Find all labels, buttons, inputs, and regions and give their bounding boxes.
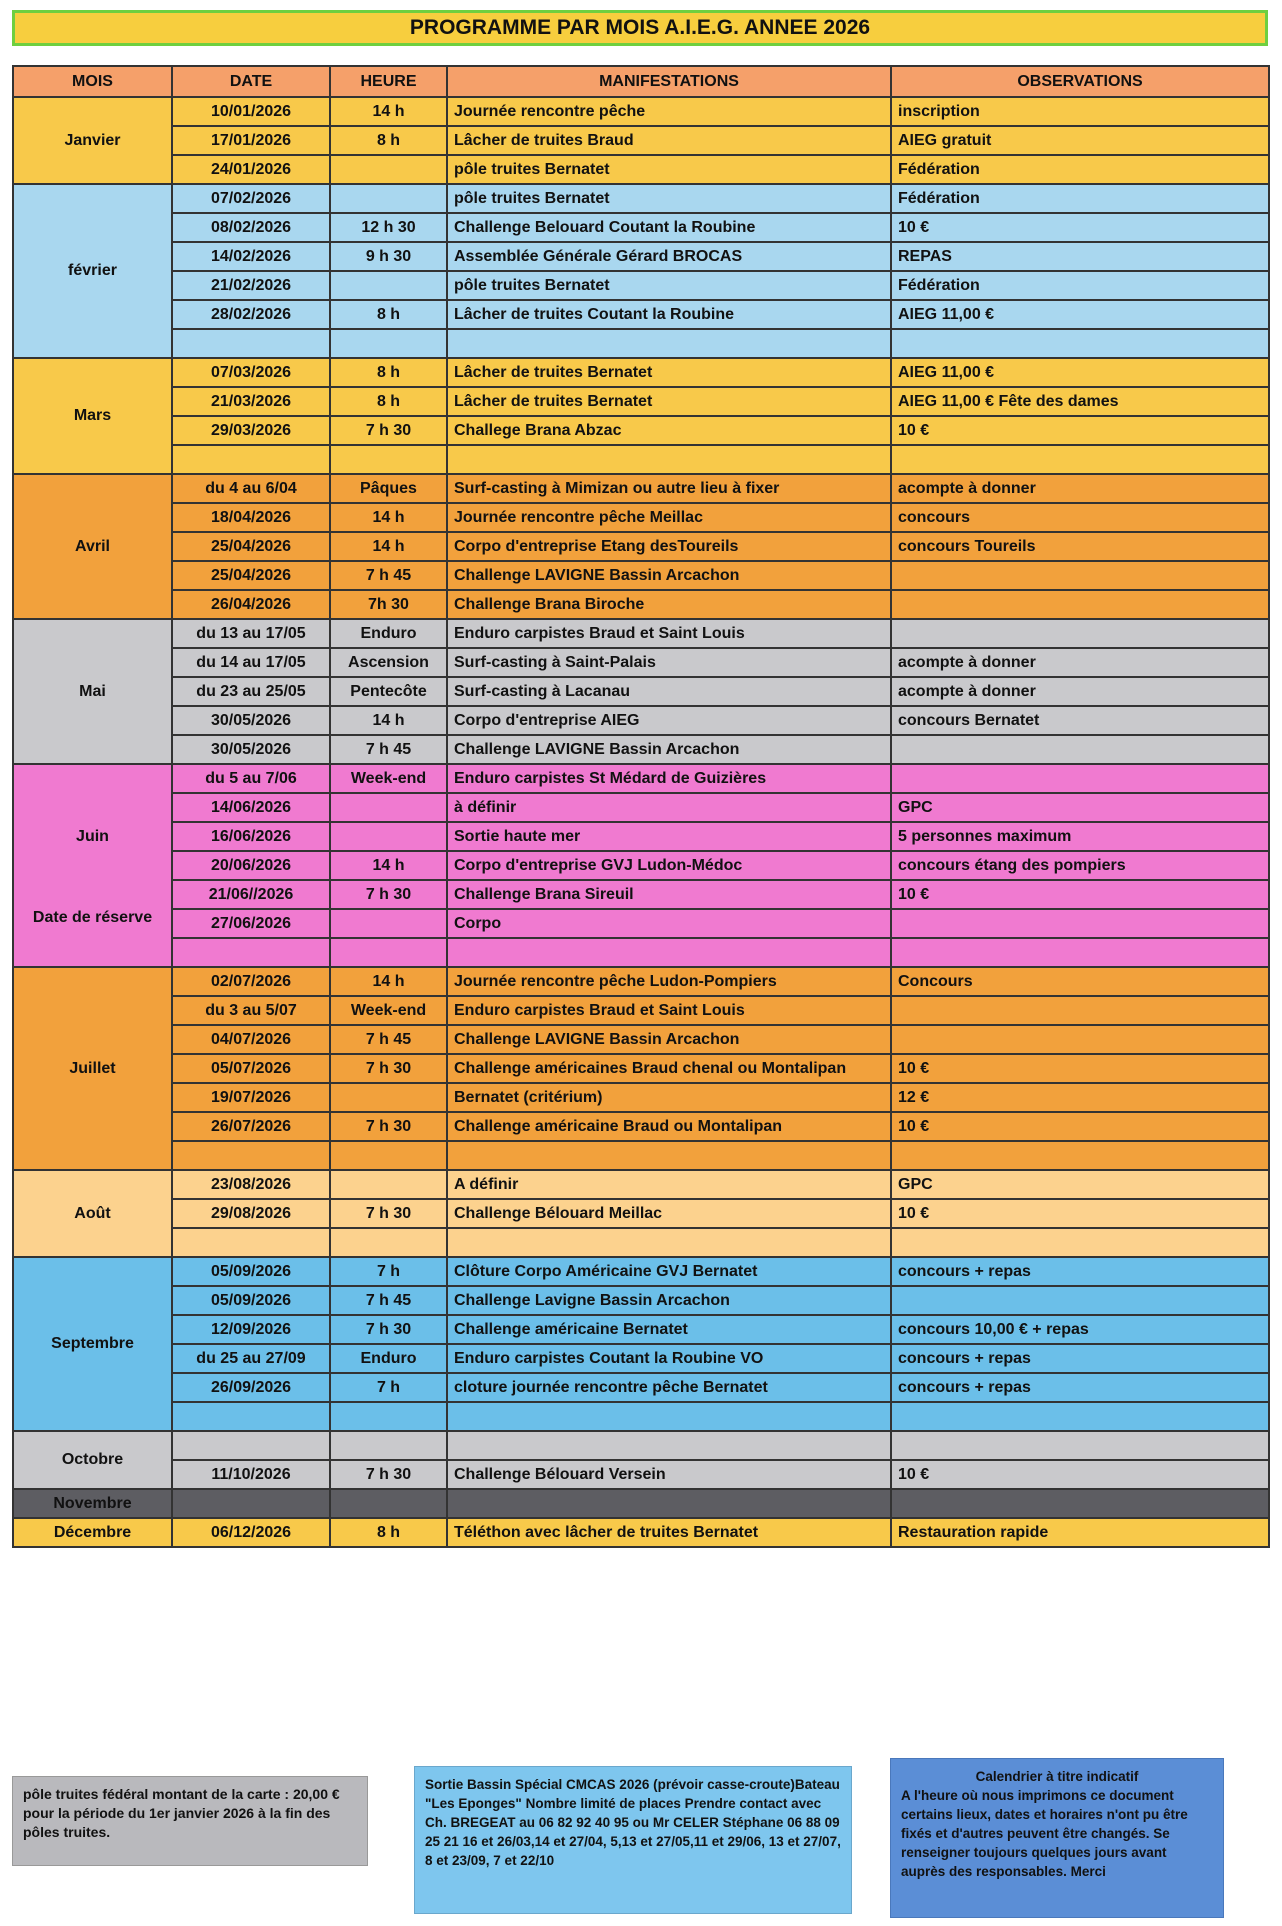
manif-cell: à définir <box>447 793 891 822</box>
heure-cell <box>330 909 447 938</box>
manif-cell: Lâcher de truites Bernatet <box>447 358 891 387</box>
heure-cell <box>330 329 447 358</box>
date-cell: 20/06/2026 <box>172 851 330 880</box>
date-cell: 29/03/2026 <box>172 416 330 445</box>
month-cell-novembre: Novembre <box>13 1489 172 1518</box>
table-row <box>13 213 1269 242</box>
manif-cell: Journée rencontre pêche Ludon-Pompiers <box>447 967 891 996</box>
manif-cell: Clôture Corpo Américaine GVJ Bernatet <box>447 1257 891 1286</box>
heure-cell <box>330 1431 447 1460</box>
table-row <box>13 1170 1269 1199</box>
heure-cell: 7 h 45 <box>330 561 447 590</box>
manif-cell: Enduro carpistes St Médard de Guizières <box>447 764 891 793</box>
date-cell <box>172 1228 330 1257</box>
heure-cell: Enduro <box>330 619 447 648</box>
date-cell <box>172 1402 330 1431</box>
table-row <box>13 1025 1269 1054</box>
table-row <box>13 329 1269 358</box>
manif-cell: Challenge américaine Bernatet <box>447 1315 891 1344</box>
obs-cell: REPAS <box>891 242 1269 271</box>
obs-cell: inscription <box>891 97 1269 126</box>
heure-cell <box>330 1489 447 1518</box>
manif-cell: pôle truites Bernatet <box>447 155 891 184</box>
month-cell-avril: Avril <box>13 474 172 619</box>
table-header-row <box>13 66 1269 97</box>
obs-cell <box>891 1025 1269 1054</box>
table-row <box>13 561 1269 590</box>
manif-cell: Assemblée Générale Gérard BROCAS <box>447 242 891 271</box>
heure-cell <box>330 1141 447 1170</box>
obs-cell: AIEG 11,00 € Fête des dames <box>891 387 1269 416</box>
obs-cell <box>891 938 1269 967</box>
date-cell: 25/04/2026 <box>172 561 330 590</box>
heure-cell: Enduro <box>330 1344 447 1373</box>
date-cell <box>172 1489 330 1518</box>
header-date: DATE <box>172 66 330 97</box>
table-row <box>13 1112 1269 1141</box>
date-cell: 10/01/2026 <box>172 97 330 126</box>
date-cell: 08/02/2026 <box>172 213 330 242</box>
note-calendrier-title: Calendrier à titre indicatif <box>975 1769 1139 1784</box>
obs-cell: 12 € <box>891 1083 1269 1112</box>
date-cell: 24/01/2026 <box>172 155 330 184</box>
heure-cell <box>330 822 447 851</box>
date-cell: 02/07/2026 <box>172 967 330 996</box>
date-cell: 30/05/2026 <box>172 706 330 735</box>
date-cell: 11/10/2026 <box>172 1460 330 1489</box>
date-cell: 05/09/2026 <box>172 1257 330 1286</box>
obs-cell <box>891 1402 1269 1431</box>
manif-cell: Corpo d'entreprise AIEG <box>447 706 891 735</box>
table-row <box>13 619 1269 648</box>
obs-cell <box>891 764 1269 793</box>
table-row <box>13 1083 1269 1112</box>
date-cell: 19/07/2026 <box>172 1083 330 1112</box>
heure-cell <box>330 1228 447 1257</box>
heure-cell: 9 h 30 <box>330 242 447 271</box>
obs-cell: GPC <box>891 1170 1269 1199</box>
table-row <box>13 242 1269 271</box>
heure-cell <box>330 1170 447 1199</box>
date-cell <box>172 1431 330 1460</box>
obs-cell <box>891 619 1269 648</box>
heure-cell: 8 h <box>330 1518 447 1547</box>
obs-cell: 10 € <box>891 1054 1269 1083</box>
date-cell: 05/07/2026 <box>172 1054 330 1083</box>
heure-cell: 14 h <box>330 967 447 996</box>
manif-cell <box>447 1489 891 1518</box>
obs-cell: AIEG 11,00 € <box>891 300 1269 329</box>
obs-cell: Fédération <box>891 155 1269 184</box>
table-row <box>13 126 1269 155</box>
manif-cell: Lâcher de truites Coutant la Roubine <box>447 300 891 329</box>
date-cell: 07/02/2026 <box>172 184 330 213</box>
date-cell: 05/09/2026 <box>172 1286 330 1315</box>
table-row <box>13 1315 1269 1344</box>
manif-cell: Sortie haute mer <box>447 822 891 851</box>
obs-cell <box>891 909 1269 938</box>
heure-cell: 14 h <box>330 97 447 126</box>
obs-cell <box>891 1431 1269 1460</box>
obs-cell: 10 € <box>891 1199 1269 1228</box>
table-row <box>13 445 1269 474</box>
header-manifestations: MANIFESTATIONS <box>447 66 891 97</box>
obs-cell: 10 € <box>891 1460 1269 1489</box>
obs-cell <box>891 1489 1269 1518</box>
table-row <box>13 1518 1269 1547</box>
heure-cell: 7 h 30 <box>330 1054 447 1083</box>
obs-cell: 5 personnes maximum <box>891 822 1269 851</box>
table-row <box>13 909 1269 938</box>
manif-cell: Corpo d'entreprise GVJ Ludon-Médoc <box>447 851 891 880</box>
obs-cell: Fédération <box>891 184 1269 213</box>
obs-cell: concours + repas <box>891 1344 1269 1373</box>
manif-cell: Bernatet (critérium) <box>447 1083 891 1112</box>
programme-table <box>12 65 1270 1548</box>
manif-cell: Lâcher de truites Braud <box>447 126 891 155</box>
table-row <box>13 677 1269 706</box>
table-row <box>13 1054 1269 1083</box>
manif-cell: cloture journée rencontre pêche Bernatet <box>447 1373 891 1402</box>
obs-cell: acompte à donner <box>891 677 1269 706</box>
table-row <box>13 1489 1269 1518</box>
table-row <box>13 416 1269 445</box>
heure-cell: 8 h <box>330 387 447 416</box>
table-row <box>13 387 1269 416</box>
heure-cell <box>330 1083 447 1112</box>
month-cell-aout: Août <box>13 1170 172 1257</box>
date-cell: du 13 au 17/05 <box>172 619 330 648</box>
manif-cell: pôle truites Bernatet <box>447 184 891 213</box>
table-row <box>13 1431 1269 1460</box>
date-cell: 30/05/2026 <box>172 735 330 764</box>
table-row <box>13 851 1269 880</box>
header-observations: OBSERVATIONS <box>891 66 1269 97</box>
manif-cell <box>447 329 891 358</box>
obs-cell <box>891 561 1269 590</box>
heure-cell: Week-end <box>330 996 447 1025</box>
date-cell: 21/02/2026 <box>172 271 330 300</box>
date-cell: 25/04/2026 <box>172 532 330 561</box>
date-cell: 06/12/2026 <box>172 1518 330 1547</box>
table-row <box>13 1344 1269 1373</box>
manif-cell: Challege Brana Abzac <box>447 416 891 445</box>
heure-cell <box>330 155 447 184</box>
note-sortie-bassin: Sortie Bassin Spécial CMCAS 2026 (prévoir casse-croute)Bateau "Les Eponges" Nombre limité de places Prendre contact avec Ch. BREGEAT au 06 82 92 40 95 ou Mr CELER Stéphane 06 88 09 25 21 16 et 26/03,14 et 27/04, 5,13 et 27/05,11 et 29/06, 13 et 27/07, 8 et 23/09, 7 et 22/10 <box>414 1766 852 1914</box>
heure-cell: 7 h <box>330 1257 447 1286</box>
obs-cell: concours Toureils <box>891 532 1269 561</box>
date-cell: 12/09/2026 <box>172 1315 330 1344</box>
heure-cell: 7 h 45 <box>330 735 447 764</box>
manif-cell: Enduro carpistes Braud et Saint Louis <box>447 996 891 1025</box>
month-cell-septembre: Septembre <box>13 1257 172 1431</box>
table-row <box>13 590 1269 619</box>
date-cell: du 4 au 6/04 <box>172 474 330 503</box>
note-calendrier <box>890 1758 1224 1918</box>
manif-cell: Surf-casting à Saint-Palais <box>447 648 891 677</box>
month-cell-juin: Juin <box>13 764 172 909</box>
table-row <box>13 97 1269 126</box>
manif-cell: Enduro carpistes Coutant la Roubine VO <box>447 1344 891 1373</box>
heure-cell: 8 h <box>330 300 447 329</box>
date-cell: 14/06/2026 <box>172 793 330 822</box>
heure-cell <box>330 445 447 474</box>
obs-cell: Concours <box>891 967 1269 996</box>
heure-cell: 7 h 45 <box>330 1286 447 1315</box>
date-cell: 21/06//2026 <box>172 880 330 909</box>
table-row <box>13 706 1269 735</box>
manif-cell: Surf-casting à Mimizan ou autre lieu à fixer <box>447 474 891 503</box>
obs-cell <box>891 590 1269 619</box>
manif-cell <box>447 938 891 967</box>
obs-cell: acompte à donner <box>891 648 1269 677</box>
date-cell: du 5 au 7/06 <box>172 764 330 793</box>
table-row <box>13 1199 1269 1228</box>
heure-cell: 7 h 45 <box>330 1025 447 1054</box>
obs-cell: concours + repas <box>891 1373 1269 1402</box>
date-cell: du 14 au 17/05 <box>172 648 330 677</box>
table-row <box>13 1286 1269 1315</box>
table-row <box>13 1257 1269 1286</box>
date-cell: 23/08/2026 <box>172 1170 330 1199</box>
month-cell-juin-reserve: Date de réserve <box>13 909 172 967</box>
heure-cell: 7 h 30 <box>330 416 447 445</box>
manif-cell: Challenge LAVIGNE Bassin Arcachon <box>447 561 891 590</box>
month-cell-juillet: Juillet <box>13 967 172 1170</box>
table-row <box>13 938 1269 967</box>
date-cell <box>172 329 330 358</box>
date-cell: 26/04/2026 <box>172 590 330 619</box>
month-cell-mars: Mars <box>13 358 172 474</box>
heure-cell: Week-end <box>330 764 447 793</box>
manif-cell: Challenge américaine Braud ou Montalipan <box>447 1112 891 1141</box>
table-row <box>13 764 1269 793</box>
manif-cell: Challenge Bélouard Versein <box>447 1460 891 1489</box>
month-cell-janvier: Janvier <box>13 97 172 184</box>
heure-cell: 7 h 30 <box>330 1315 447 1344</box>
heure-cell: 7 h <box>330 1373 447 1402</box>
manif-cell: Corpo <box>447 909 891 938</box>
manif-cell: pôle truites Bernatet <box>447 271 891 300</box>
obs-cell <box>891 1141 1269 1170</box>
month-cell-octobre: Octobre <box>13 1431 172 1489</box>
date-cell <box>172 1141 330 1170</box>
heure-cell: 7 h 30 <box>330 1112 447 1141</box>
date-cell: 14/02/2026 <box>172 242 330 271</box>
date-cell: 26/09/2026 <box>172 1373 330 1402</box>
heure-cell <box>330 793 447 822</box>
heure-cell: 14 h <box>330 851 447 880</box>
table-row <box>13 300 1269 329</box>
obs-cell <box>891 1286 1269 1315</box>
manif-cell: Challenge Brana Sireuil <box>447 880 891 909</box>
obs-cell: concours 10,00 € + repas <box>891 1315 1269 1344</box>
manif-cell: Challenge LAVIGNE Bassin Arcachon <box>447 1025 891 1054</box>
date-cell: du 3 au 5/07 <box>172 996 330 1025</box>
heure-cell: 12 h 30 <box>330 213 447 242</box>
obs-cell: acompte à donner <box>891 474 1269 503</box>
table-row <box>13 1228 1269 1257</box>
date-cell: 16/06/2026 <box>172 822 330 851</box>
month-cell-mai: Mai <box>13 619 172 764</box>
table-row <box>13 880 1269 909</box>
date-cell: 29/08/2026 <box>172 1199 330 1228</box>
heure-cell <box>330 1402 447 1431</box>
heure-cell: Pâques <box>330 474 447 503</box>
table-row <box>13 793 1269 822</box>
obs-cell: concours <box>891 503 1269 532</box>
manif-cell <box>447 1431 891 1460</box>
manif-cell: Challenge Bélouard Meillac <box>447 1199 891 1228</box>
heure-cell: 7 h 30 <box>330 880 447 909</box>
obs-cell: AIEG 11,00 € <box>891 358 1269 387</box>
heure-cell: 8 h <box>330 358 447 387</box>
table-row <box>13 996 1269 1025</box>
heure-cell: 7h 30 <box>330 590 447 619</box>
manif-cell <box>447 1228 891 1257</box>
header-mois: MOIS <box>13 66 172 97</box>
heure-cell: 14 h <box>330 532 447 561</box>
manif-cell <box>447 445 891 474</box>
heure-cell: 7 h 30 <box>330 1199 447 1228</box>
manif-cell: Téléthon avec lâcher de truites Bernatet <box>447 1518 891 1547</box>
obs-cell: Restauration rapide <box>891 1518 1269 1547</box>
manif-cell <box>447 1402 891 1431</box>
date-cell: 17/01/2026 <box>172 126 330 155</box>
manif-cell <box>447 1141 891 1170</box>
manif-cell: Challenge LAVIGNE Bassin Arcachon <box>447 735 891 764</box>
table-row <box>13 1402 1269 1431</box>
manif-cell: Surf-casting à Lacanau <box>447 677 891 706</box>
table-row <box>13 155 1269 184</box>
manif-cell: Challenge Lavigne Bassin Arcachon <box>447 1286 891 1315</box>
heure-cell: 7 h 30 <box>330 1460 447 1489</box>
obs-cell: concours Bernatet <box>891 706 1269 735</box>
heure-cell <box>330 184 447 213</box>
date-cell: 04/07/2026 <box>172 1025 330 1054</box>
table-row <box>13 822 1269 851</box>
date-cell: du 23 au 25/05 <box>172 677 330 706</box>
heure-cell <box>330 271 447 300</box>
obs-cell: 10 € <box>891 1112 1269 1141</box>
table-row <box>13 358 1269 387</box>
obs-cell <box>891 735 1269 764</box>
date-cell: 27/06/2026 <box>172 909 330 938</box>
manif-cell: Enduro carpistes Braud et Saint Louis <box>447 619 891 648</box>
table-row <box>13 503 1269 532</box>
date-cell: 26/07/2026 <box>172 1112 330 1141</box>
date-cell: 18/04/2026 <box>172 503 330 532</box>
obs-cell <box>891 329 1269 358</box>
table-row <box>13 474 1269 503</box>
table-row <box>13 967 1269 996</box>
table-row <box>13 271 1269 300</box>
manif-cell: Journée rencontre pêche <box>447 97 891 126</box>
table-row <box>13 1460 1269 1489</box>
manif-cell: Lâcher de truites Bernatet <box>447 387 891 416</box>
obs-cell: concours étang des pompiers <box>891 851 1269 880</box>
obs-cell <box>891 1228 1269 1257</box>
month-cell-fevrier: février <box>13 184 172 358</box>
date-cell: 28/02/2026 <box>172 300 330 329</box>
table-row <box>13 184 1269 213</box>
date-cell <box>172 445 330 474</box>
heure-cell: 14 h <box>330 503 447 532</box>
table-row <box>13 1373 1269 1402</box>
manif-cell: Journée rencontre pêche Meillac <box>447 503 891 532</box>
obs-cell: GPC <box>891 793 1269 822</box>
heure-cell: Pentecôte <box>330 677 447 706</box>
obs-cell: Fédération <box>891 271 1269 300</box>
obs-cell: 10 € <box>891 213 1269 242</box>
heure-cell <box>330 938 447 967</box>
table-row <box>13 735 1269 764</box>
manif-cell: Challenge Brana Biroche <box>447 590 891 619</box>
note-calendrier-text: A l'heure où nous imprimons ce document certains lieux, dates et horaires n'ont pu être fixés et d'autres peuvent être changés. Se renseigner toujours quelques jours avant auprès des responsables. Merci <box>901 1788 1188 1879</box>
note-pole-truites: pôle truites fédéral montant de la carte : 20,00 € pour la période du 1er janvier 2026 à la fin des pôles truites. <box>12 1776 368 1866</box>
heure-cell: Ascension <box>330 648 447 677</box>
manif-cell: Challenge américaines Braud chenal ou Montalipan <box>447 1054 891 1083</box>
heure-cell: 8 h <box>330 126 447 155</box>
header-heure: HEURE <box>330 66 447 97</box>
manif-cell: Corpo d'entreprise Etang desToureils <box>447 532 891 561</box>
date-cell: 07/03/2026 <box>172 358 330 387</box>
heure-cell: 14 h <box>330 706 447 735</box>
obs-cell: 10 € <box>891 416 1269 445</box>
manif-cell: A définir <box>447 1170 891 1199</box>
table-row <box>13 648 1269 677</box>
obs-cell <box>891 445 1269 474</box>
manif-cell: Challenge Belouard Coutant la Roubine <box>447 213 891 242</box>
date-cell: 21/03/2026 <box>172 387 330 416</box>
obs-cell <box>891 996 1269 1025</box>
obs-cell: concours + repas <box>891 1257 1269 1286</box>
table-row <box>13 532 1269 561</box>
table-row <box>13 1141 1269 1170</box>
obs-cell: 10 € <box>891 880 1269 909</box>
date-cell <box>172 938 330 967</box>
date-cell: du 25 au 27/09 <box>172 1344 330 1373</box>
obs-cell: AIEG gratuit <box>891 126 1269 155</box>
page-title: PROGRAMME PAR MOIS A.I.E.G. ANNEE 2026 <box>12 10 1268 46</box>
month-cell-decembre: Décembre <box>13 1518 172 1547</box>
